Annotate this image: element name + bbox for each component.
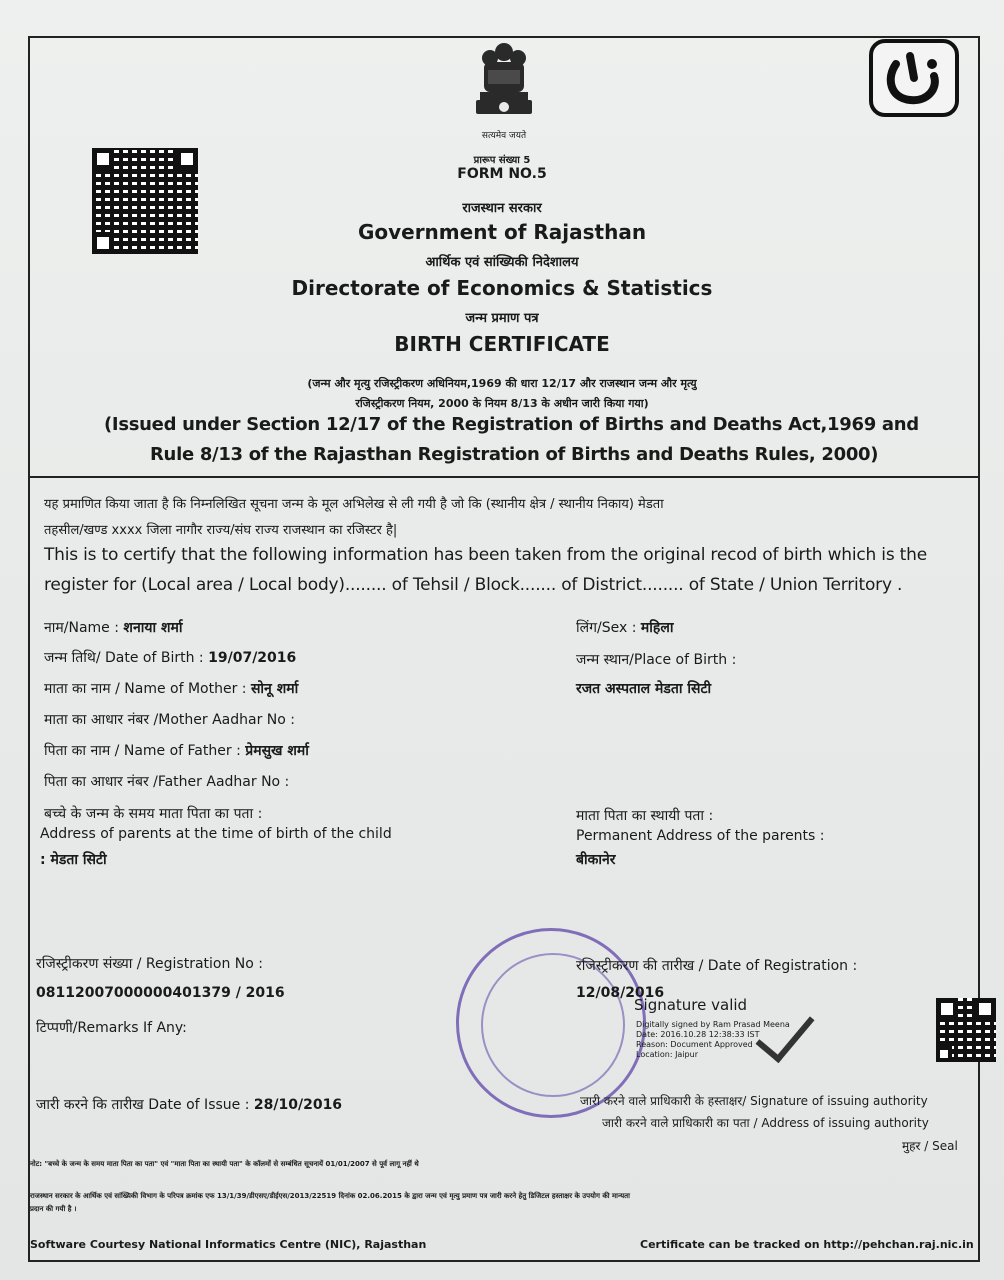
father-label: पिता का नाम / Name of Father :	[44, 743, 241, 759]
issued-under-line-2: Rule 8/13 of the Rajasthan Registration of Births and Deaths Rules, 2000)	[150, 444, 879, 465]
footer-notice-2: प्रदान की गयी है ।	[30, 1205, 77, 1213]
issue-date-row	[36, 1095, 342, 1114]
registration-no-value: 08112007000000401379 / 2016	[36, 985, 285, 1001]
permanent-address-label-english: Permanent Address of the parents :	[576, 828, 825, 844]
authority-address-label: जारी करने वाले प्राधिकारी का पता / Address of issuing authority	[602, 1116, 929, 1130]
remarks-label: टिप्पणी/Remarks If Any:	[36, 1020, 187, 1036]
qr-code-small-icon	[936, 998, 996, 1062]
certify-hindi-1: यह प्रमाणित किया जाता है कि निम्नलिखित सूचना जन्म के मूल अभिलेख से ली गयी है जो कि (स्थानीय क्षेत्र / स्थानीय निकाय) मेडता	[44, 497, 664, 512]
issued-under-hindi-2: रजिस्ट्रीकरण नियम, 2000 के नियम 8/13 के अधीन जारी किया गया)	[355, 397, 649, 410]
place-of-birth-value: रजत अस्पताल मेडता सिटी	[576, 681, 712, 697]
father-row	[44, 741, 309, 760]
certify-hindi-2: तहसील/खण्ड xxxx जिला नागौर राज्य/संघ राज्य राजस्थान का रजिस्टर है|	[44, 523, 398, 538]
sex-value: महिला	[640, 620, 674, 636]
certificate-title-hindi: जन्म प्रमाण पत्र	[465, 311, 539, 326]
address-birth-value: : मेडता सिटी	[40, 852, 107, 868]
emblem-motto: सत्यमेव जयते	[481, 131, 527, 141]
tracking-url: Certificate can be tracked on http://pehchan.raj.nic.in	[640, 1238, 974, 1251]
name-label: नाम/Name :	[44, 620, 119, 636]
form-no: FORM NO.5	[457, 166, 547, 182]
dob-value: 19/07/2016	[208, 650, 297, 666]
dob-label: जन्म तिथि/ Date of Birth :	[44, 650, 204, 666]
issue-date-value: 28/10/2016	[253, 1097, 343, 1113]
footer-note: नोट: "बच्चे के जन्म के समय माता पिता का पता" एवं "माता पिता का स्थायी पता" के कॉलमों से सम्बंधित सूचनायें 01/01/2007 से पूर्व लागू नहीं थे	[30, 1160, 419, 1168]
dob-row	[44, 648, 296, 667]
certify-english-2: register for (Local area / Local body)........ of Tehsil / Block....... of District........ of State / Union Territory .	[44, 575, 903, 595]
header-divider	[28, 476, 980, 478]
mother-row	[44, 679, 298, 698]
signature-reason: Reason: Document Approved	[636, 1040, 753, 1049]
name-value: शनाया शर्मा	[123, 620, 183, 636]
place-of-birth-label: जन्म स्थान/Place of Birth :	[576, 652, 737, 668]
mother-aadhar-label: माता का आधार नंबर /Mother Aadhar No :	[44, 712, 295, 728]
name-row	[44, 618, 182, 637]
permanent-address-value: बीकानेर	[576, 852, 616, 868]
government-title: Government of Rajasthan	[357, 220, 647, 244]
sex-row	[576, 618, 673, 637]
government-hindi: राजस्थान सरकार	[462, 201, 542, 216]
signature-status: Signature valid	[634, 996, 748, 1014]
address-birth-label-english: Address of parents at the time of birth of the child	[40, 826, 392, 842]
directorate-title: Directorate of Economics & Statistics	[291, 276, 713, 300]
mother-value: सोनू शर्मा	[250, 681, 299, 697]
footer-notice-1: राजस्थान सरकार के आर्थिक एवं सांख्यिकी विभाग के परिपत्र क्रमांक एफ 13/1/39/डीएसए/डीईएस/2013/22519 दिनांक 02.06.2015 के द्वारा जन्म एवं मृत्यु प्रमाण पत्र जारी करने हेतु डिजिटल हस्ताक्षर के उपयोग की मान्यता	[30, 1192, 630, 1200]
authority-signature-label: जारी करने वाले प्राधिकारी के हस्ताक्षर/ Signature of issuing authority	[580, 1094, 928, 1108]
signature-signer: Digitally signed by Ram Prasad Meena	[636, 1020, 790, 1029]
form-no-hindi: प्रारूप संख्या 5	[473, 155, 531, 166]
certificate-title: BIRTH CERTIFICATE	[394, 332, 610, 356]
certify-english-1: This is to certify that the following information has been taken from the original recod of birth which is the	[44, 545, 927, 565]
signature-date: Date: 2016.10.28 12:38:33 IST	[636, 1030, 760, 1039]
sex-label: लिंग/Sex :	[576, 620, 637, 636]
registration-no-label: रजिस्ट्रीकरण संख्या / Registration No :	[36, 956, 264, 972]
registration-date-label: रजिस्ट्रीकरण की तारीख / Date of Registration :	[576, 958, 858, 974]
issued-under-line-1: (Issued under Section 12/17 of the Registration of Births and Deaths Act,1969 and	[104, 414, 919, 435]
directorate-hindi: आर्थिक एवं सांख्यिकी निदेशालय	[425, 255, 579, 270]
state-emblem-icon	[468, 38, 540, 130]
signature-location: Location: Jaipur	[636, 1050, 698, 1059]
pehchan-logo-icon	[868, 38, 960, 118]
father-aadhar-label: पिता का आधार नंबर /Father Aadhar No :	[44, 774, 290, 790]
software-courtesy: Software Courtesy National Informatics Centre (NIC), Rajasthan	[30, 1238, 427, 1251]
father-value: प्रेमसुख शर्मा	[245, 743, 309, 759]
permanent-address-label-hindi: माता पिता का स्थायी पता :	[576, 808, 714, 824]
issue-date-label: जारी करने कि तारीख Date of Issue :	[36, 1097, 250, 1113]
address-birth-label-hindi: बच्चे के जन्म के समय माता पिता का पता :	[44, 806, 263, 822]
seal-label: मुहर / Seal	[902, 1139, 958, 1153]
mother-label: माता का नाम / Name of Mother :	[44, 681, 247, 697]
registration-date-value: 12/08/2016	[576, 985, 665, 1001]
issued-under-hindi-1: (जन्म और मृत्यु रजिस्ट्रीकरण अधिनियम,1969 की धारा 12/17 और राजस्थान जन्म और मृत्यु	[307, 377, 697, 390]
